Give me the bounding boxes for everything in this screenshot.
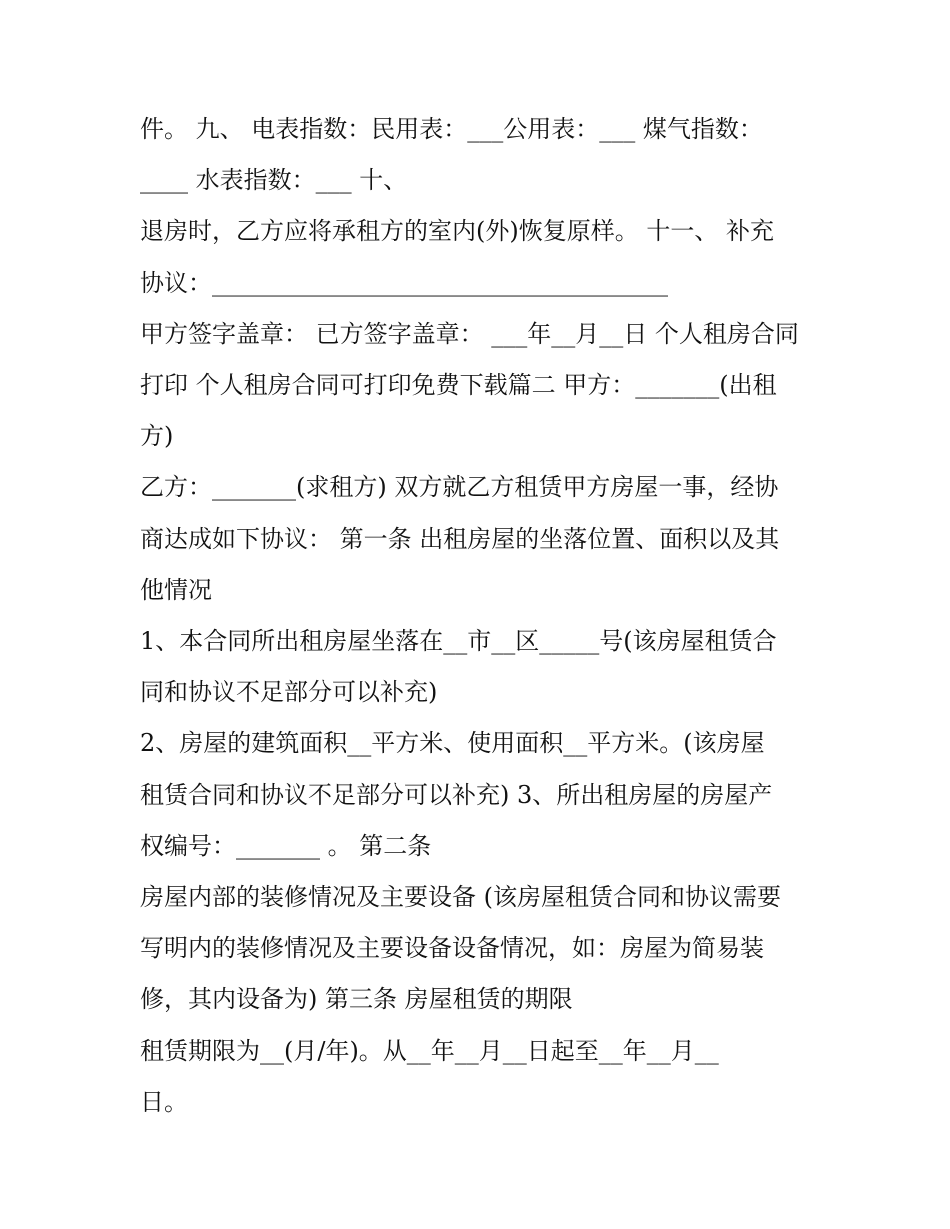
paragraph-clause-1: 1、本合同所出租房屋坐落在__市__区_____号(该房屋租赁合 同和协议不足部分可以补充) bbox=[140, 627, 777, 707]
paragraph-clause-2: 2、房屋的建筑面积__平方米、使用面积__平方米。(该房屋 租赁合同和协议不足部分可以补充) 3、所出租房屋的房屋产 权编号：_______ 。 第二条 bbox=[140, 729, 773, 860]
paragraph-move-out: 退房时，乙方应将承租方的室内(外)恢复原样。 十一、 补充 协议：______________________________________ bbox=[140, 217, 774, 297]
paragraph-lease-term: 租赁期限为__(月/年)。从__年__月__日起至__年__月__ 日。 bbox=[140, 1036, 719, 1116]
paragraph-meter-readings: 件。 九、 电表指数：民用表：___公用表：___ 煤气指数： ____ 水表指数：___ 十、 bbox=[140, 115, 763, 195]
paragraph-signatures: 甲方签字盖章： 已方签字盖章： ___年__月__日 个人租房合同 打印 个人租房合同可打印免费下载篇二 甲方：_______(出租 方) bbox=[140, 319, 799, 451]
paragraph-party-b: 乙方：_______(求租方) 双方就乙方租赁甲方房屋一事，经协 商达成如下协议： 第一条 出租房屋的坐落位置、面积以及其 他情况 bbox=[140, 473, 780, 604]
paragraph-decoration: 房屋内部的装修情况及主要设备 (该房屋租赁合同和协议需要 写明内的装修情况及主要设备设备情况，如：房屋为简易装 修，其内设备为) 第三条 房屋租赁的期限 bbox=[140, 883, 781, 1014]
document-body bbox=[140, 104, 820, 1128]
